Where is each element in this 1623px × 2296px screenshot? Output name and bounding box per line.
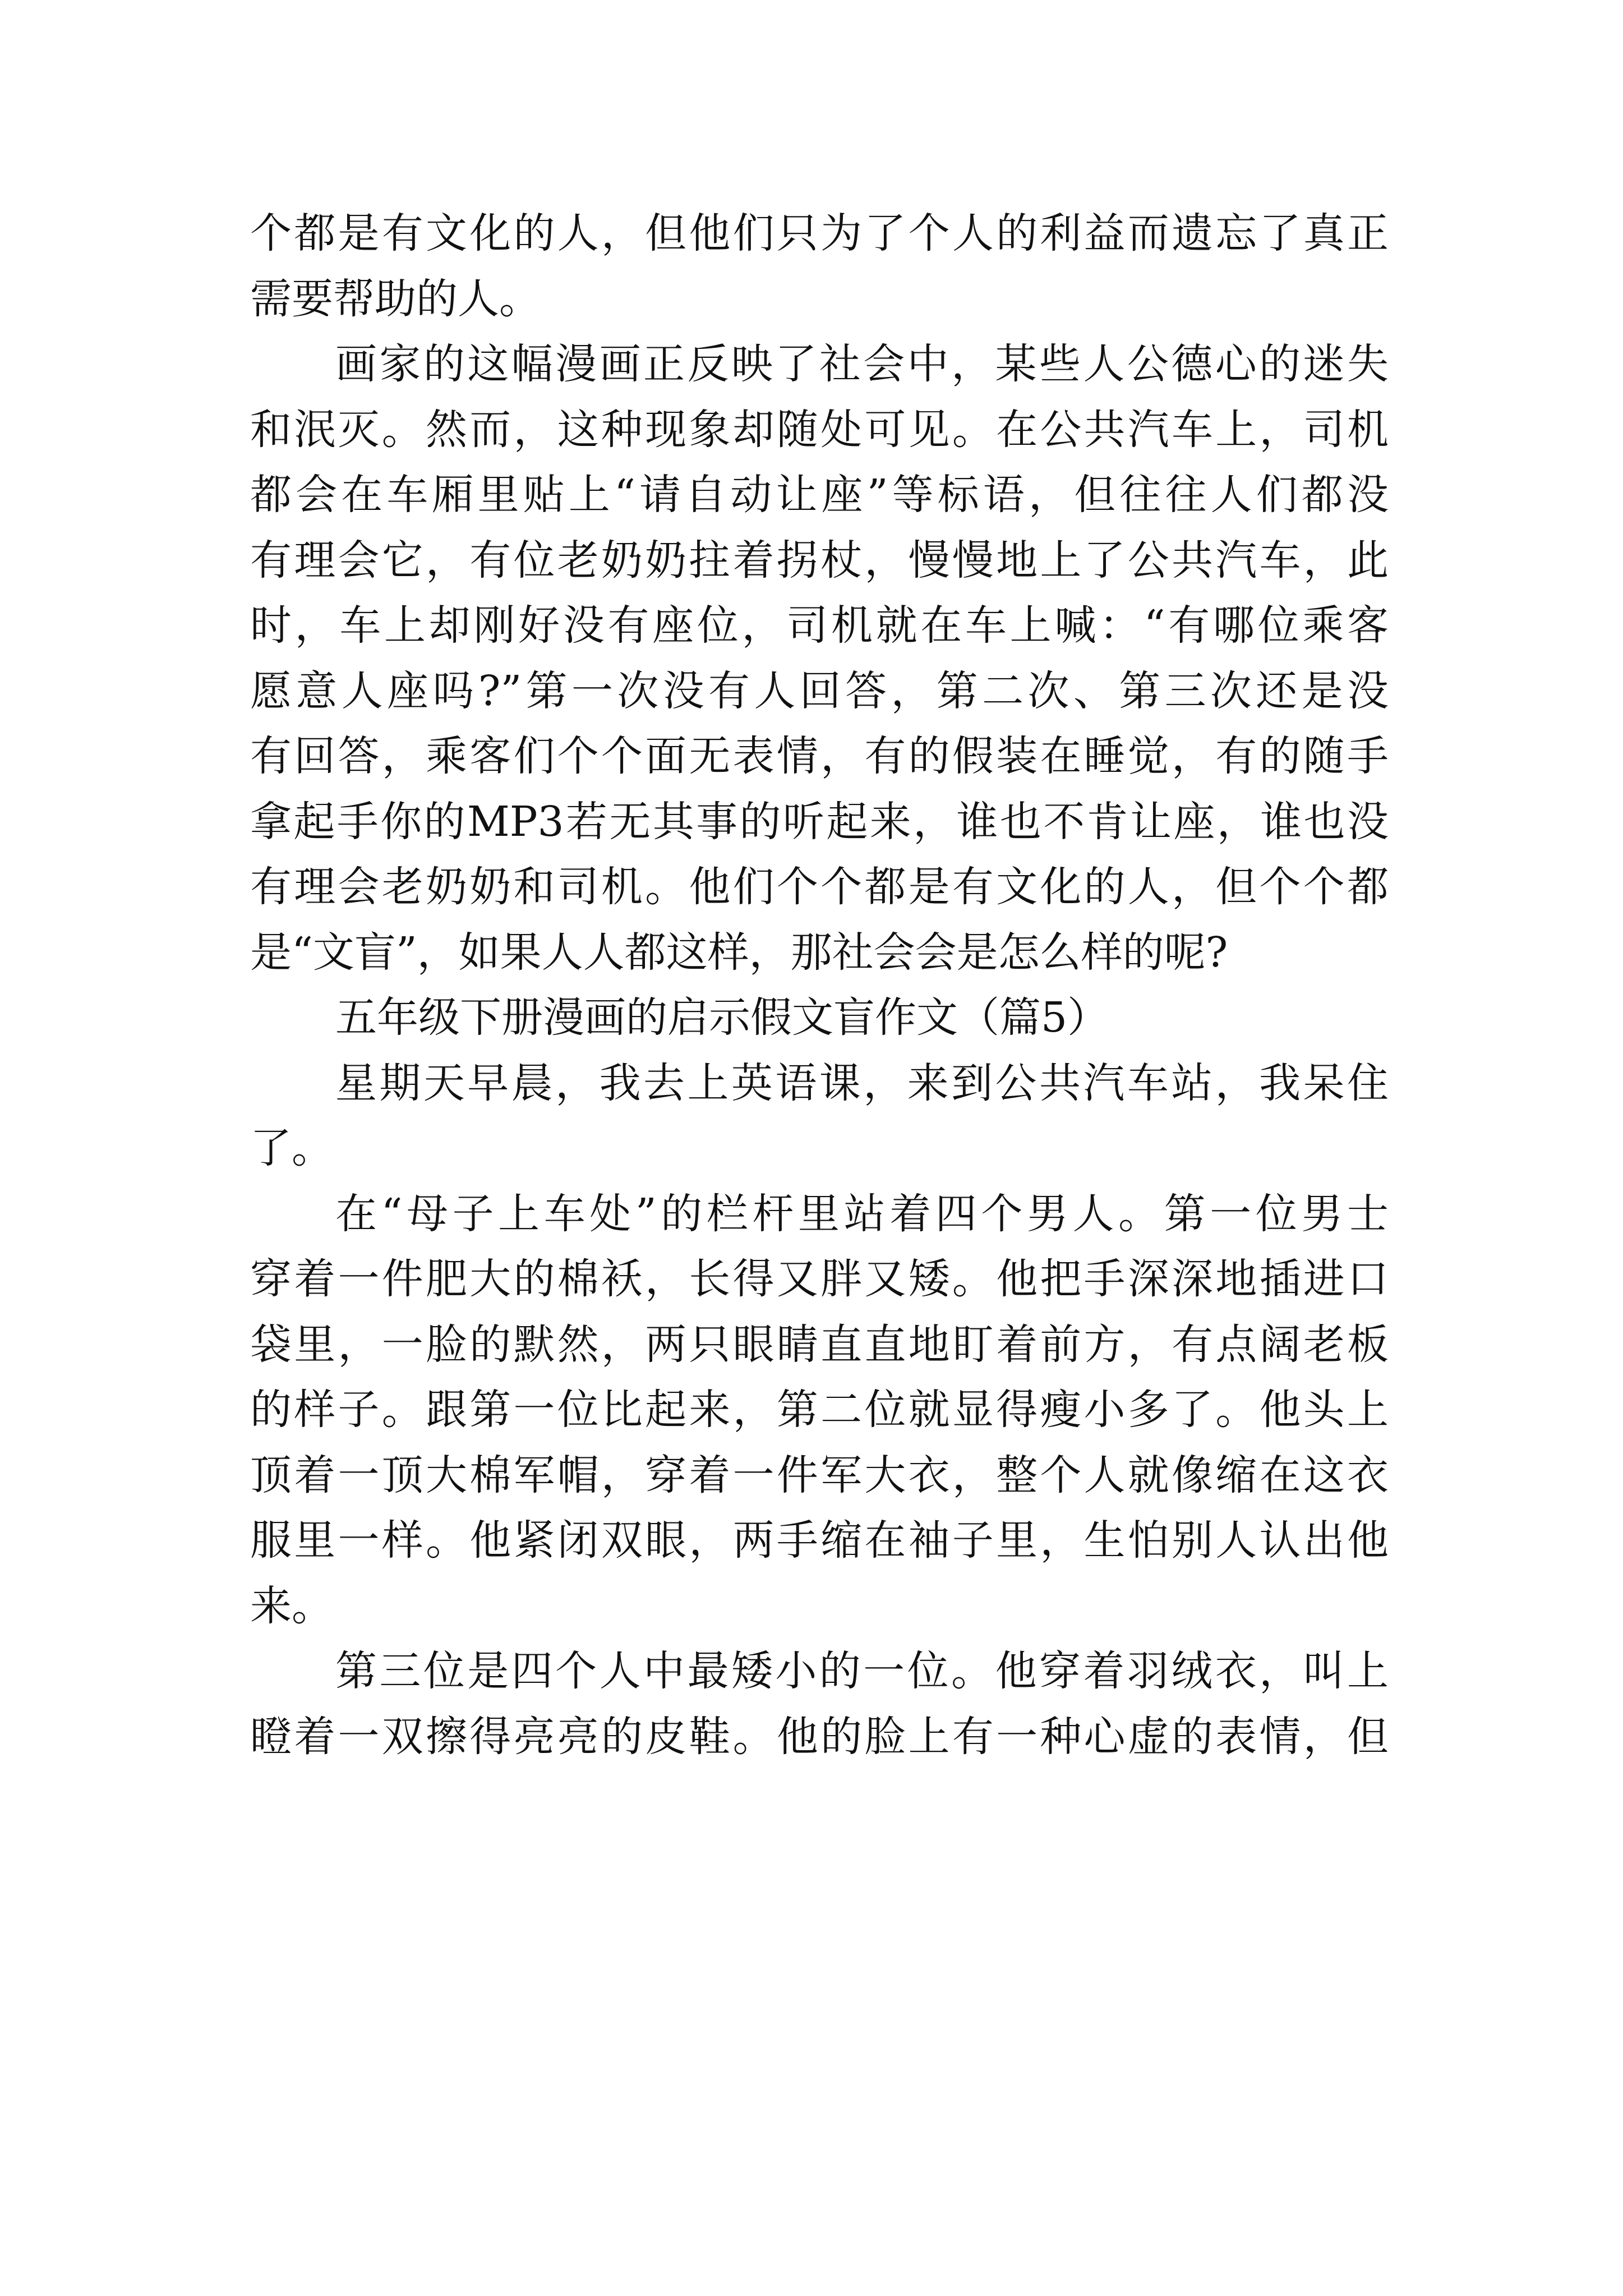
text-line: 星期天早晨，我去上英语课，来到公共汽车站，我呆住: [335, 1059, 1389, 1107]
text-line: 有理会老奶奶和司机。他们个个都是有文化的人，但个个都: [250, 863, 1389, 911]
text-line: 了。: [250, 1124, 333, 1172]
text-line: 穿着一件肥大的棉袄，长得又胖又矮。他把手深深地插进口: [250, 1255, 1389, 1303]
text-line: 瞪着一双擦得亮亮的皮鞋。他的脸上有一种心虚的表情，但: [250, 1712, 1389, 1761]
text-line: 愿意人座吗?”第一次没有人回答，第二次、第三次还是没: [250, 666, 1389, 715]
text-line: 拿起手你的MP3若无其事的听起来，谁也不肯让座，谁也没: [250, 797, 1389, 846]
text-line: 画家的这幅漫画正反映了社会中，某些人公德心的迷失: [335, 340, 1389, 388]
text-line: 服里一样。他紧闭双眼，两手缩在袖子里，生怕别人认出他: [250, 1516, 1389, 1565]
text-line: 都会在车厢里贴上“请自动让座”等标语，但往往人们都没: [250, 471, 1389, 519]
text-line: 需要帮助的人。: [250, 274, 541, 323]
text-line: 时，车上却刚好没有座位，司机就在车上喊：“有哪位乘客: [250, 601, 1389, 650]
text-line: 五年级下册漫画的启示假文盲作文（篇5）: [335, 993, 1109, 1042]
text-line: 有回答，乘客们个个面无表情，有的假装在睡觉，有的随手: [250, 732, 1389, 780]
text-line: 和泯灭。然而，这种现象却随处可见。在公共汽车上，司机: [250, 405, 1389, 454]
text-line: 在“母子上车处”的栏杆里站着四个男人。第一位男士: [335, 1189, 1389, 1238]
text-line: 有理会它，有位老奶奶拄着拐杖，慢慢地上了公共汽车，此: [250, 536, 1389, 585]
text-line: 是“文盲”，如果人人都这样，那社会会是怎么样的呢?: [250, 928, 1228, 977]
text-line: 第三位是四个人中最矮小的一位。他穿着羽绒衣，叫上: [335, 1647, 1389, 1695]
text-line: 袋里，一脸的默然，两只眼睛直直地盯着前方，有点阔老板: [250, 1320, 1389, 1369]
text-line: 来。: [250, 1581, 333, 1630]
text-line: 的样子。跟第一位比起来，第二位就显得瘦小多了。他头上: [250, 1386, 1389, 1434]
text-line: 顶着一顶大棉军帽，穿着一件军大衣，整个人就像缩在这衣: [250, 1451, 1389, 1499]
document-body: [250, 201, 1389, 1769]
text-line: 个都是有文化的人，但他们只为了个人的利益而遗忘了真正: [250, 209, 1389, 257]
